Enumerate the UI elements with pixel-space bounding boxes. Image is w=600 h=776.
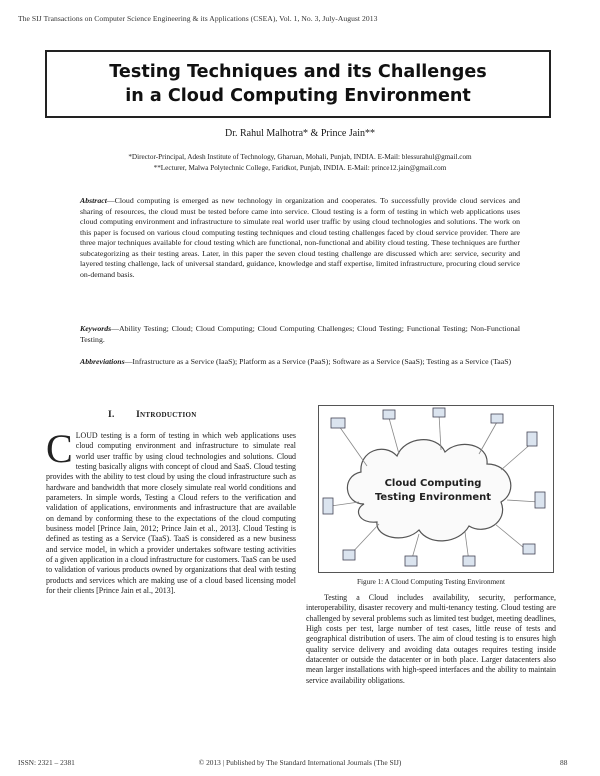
laptop-icon — [383, 410, 395, 419]
figure-caption: Figure 1: A Cloud Computing Testing Environment — [357, 578, 505, 586]
title-line-2: in a Cloud Computing Environment — [125, 86, 471, 106]
footer-copyright: © 2013 | Published by The Standard International Journals (The SIJ) — [198, 758, 402, 767]
authors: Dr. Rahul Malhotra* & Prince Jain** — [225, 128, 375, 139]
section-heading — [108, 410, 197, 420]
laptop-icon — [523, 544, 535, 554]
desktop-icon — [405, 556, 417, 566]
paper-title — [47, 60, 549, 108]
abstract — [80, 196, 520, 280]
title-line-1: Testing Techniques and its Challenges — [109, 62, 487, 82]
abstract-label: Abstract — [80, 196, 107, 205]
server-icon — [527, 432, 537, 446]
keywords — [80, 324, 520, 345]
affiliation-2: **Lecturer, Malwa Polytechnic College, Faridkot, Punjab, INDIA. E-Mail: prince12.jain@gmail.com — [153, 164, 447, 172]
affiliation-1: *Director-Principal, Adesh Institute of Technology, Gharuan, Mohali, Punjab, INDIA. E-Mail: blessurahul@gmail.com — [128, 153, 472, 161]
keywords-label: Keywords — [80, 324, 112, 333]
cloud-diagram — [319, 406, 553, 572]
desktop-icon — [331, 418, 345, 428]
footer-issn: ISSN: 2321 – 2381 — [18, 758, 75, 767]
intro-text: LOUD testing is a form of testing in which web applications uses cloud computing environment and infrastructure to simulate real world user traffic by using cloud technologies and solutions. Cloud testing basically aligns with concept of cloud and SaaS. Cloud testing provides with the ability to test cloud by using the cloud infrastructure such as hardware and bandwidth that more closely simulate real world conditions and parameters. In simple words, Testing a Cloud refers to the verification and validation of applications, environments and infrastructure that are available on demand by conforming these to the expectations of the cloud computing business model [Prince Jain, 2012; Prince Jain et al., 2013]. Cloud Testing is defined as testing as a Service (TaaS). TaaS is considered as a new business and service model, in which a provider undertakes software testing activities of a given application in a cloud infrastructure for customers. TaaS can be used to validation of various products owned by organizations that deal with testing products and services which are making use of a cloud based licensing model for their clients [Prince Jain et al., 2013]. — [46, 431, 296, 596]
intro-paragraph — [46, 426, 296, 597]
right-paragraph: Testing a Cloud includes availability, security, performance, interoperability, disaster recovery and multi-tenancy testing. Cloud testing are challenged by several problems such as limited test budget, meeting deadlines, High costs per test, large number of test cases, little reuse of tests and geographical distribution of users. The aim of cloud testing is to ensures high quality service delivery and avoiding data outages requires testing inside datacenter or outside the datacenter or in both place. Larger datacenters also mean larger installations with high-speed interfaces and the ability to maintain service availability obligations. — [306, 593, 556, 685]
figure-cloud-testing — [318, 405, 554, 573]
abstract-text: —Cloud computing is emerged as new technology in organization and cooperates. To successfully provide cloud services and sharing of resources, the cloud must be tested before came into service. Cloud testing is a form of testing in which web applications uses cloud computing environment and infrastructure to simulate real world user traffic by using cloud technologies and solutions. The work on this paper is focused on various cloud computing testing techniques and cloud testing challenges faced by cloud service provider. There are three major techniques available for cloud testing which are functional, non-functional and ability cloud testing. These techniques are further subcategorizing as their testing areas. Later, in this paper the seven cloud testing challenge are discussed which are: service, security and layered testing challenge, lack of universal standard, guidance, knowledge and staff expertise, limited infrastructure, procuring cloud service on-demand basis. — [80, 196, 520, 279]
phone-icon — [535, 492, 545, 508]
figure-label-line-1: Cloud Computing — [384, 478, 482, 489]
laptop-icon — [343, 550, 355, 560]
abbreviations-label: Abbreviations — [80, 357, 125, 366]
footer-page-number: 88 — [560, 758, 568, 767]
journal-header: The SIJ Transactions on Computer Science Engineering & its Applications (CSEA), Vol. 1, No. 3, July-August 2013 — [18, 14, 378, 23]
drop-cap: C — [46, 426, 73, 471]
cloud-shape — [347, 440, 510, 541]
abbreviations-text: —Infrastructure as a Service (IaaS); Platform as a Service (PaaS); Software as a Service (SaaS); Testing as a Service (TaaS) — [124, 357, 512, 366]
section-title: Introduction — [136, 410, 197, 420]
title-box — [45, 50, 551, 118]
laptop-icon — [433, 408, 445, 417]
laptop-icon — [463, 556, 475, 566]
keywords-text: —Ability Testing; Cloud; Cloud Computing; Cloud Computing Challenges; Cloud Testing; Functional Testing; Non-Functional Testing. — [80, 324, 520, 344]
section-number: I. — [108, 410, 115, 420]
laptop-icon — [491, 414, 503, 423]
server-icon — [323, 498, 333, 514]
figure-label-line-2: Testing Environment — [374, 492, 492, 503]
abbreviations — [80, 357, 520, 368]
